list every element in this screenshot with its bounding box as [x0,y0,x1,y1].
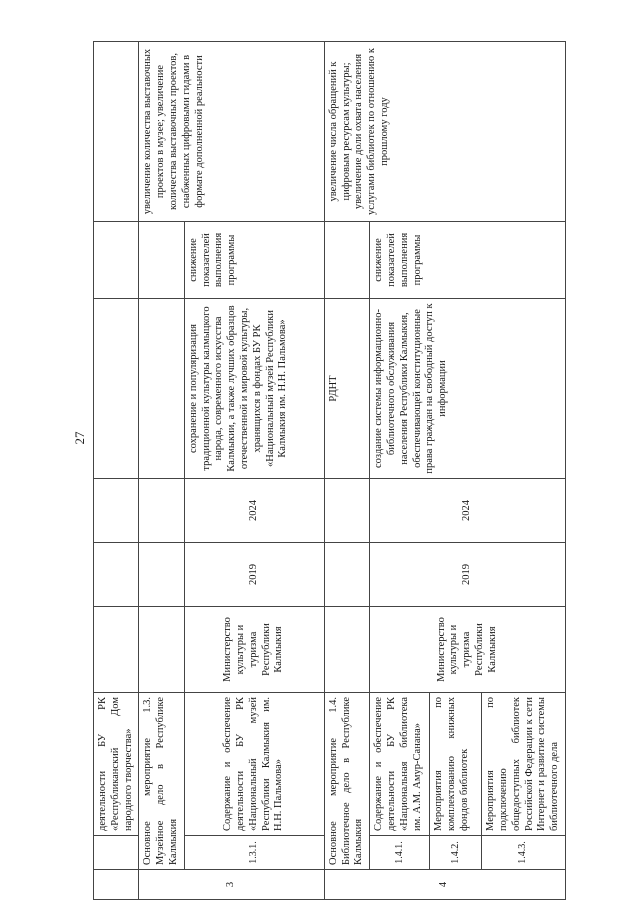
section-4-start: 2019 [370,543,566,607]
program-table [93,41,566,900]
header-continuation-text: деятельности БУ РК «Республиканский Дом народного творчества» [94,693,139,836]
section-4-number: 4 [324,870,565,900]
section-4-result: увеличение числа обращений к цифровым ресурсам культуры; увеличение доли охвата населения услугами библиотек по отношению к прошлому году [324,42,565,222]
section-3-main-row [139,42,184,900]
section-4-consequence: снижение показателей выполнения программы [370,222,566,299]
section-4-main-row [324,42,369,900]
program-table-frame [93,42,561,900]
program-table-rotated [93,42,561,900]
section-4-sub-1-name: Содержание и обеспечение деятельности БУ РК «Национальная библиотека им. А.М. Амур-Санана» [370,693,430,836]
section-3-result: увеличение количества выставочных проектов в музее; увеличение количества выставочных проектов, снабженных цифровыми гидами в формате дополненной реальности [139,42,324,222]
page-number: 27 [72,431,87,445]
section-4-title: Основное мероприятие 1.4. Библиотечное дело в Республике Калмыкия [324,693,369,870]
section-3-sub-1-consequence: снижение показателей выполнения программы [184,222,324,299]
section-3-number: 3 [139,870,324,900]
section-4-sub-2-code: 1.4.2. [430,836,482,870]
section-4-activity: РДНТ [324,299,369,479]
section-3-sub-1-name: Содержание и обеспечение деятельности БУ РК «Национальный музей Республики Калмыкия им. Н.Н. Пальмова» [184,693,324,836]
section-3-title: Основное мероприятие 1.3. Музейное дело в Республике Калмыкия [139,693,184,870]
section-4-executor: Министерство культуры и туризма Республики Калмыкия [370,607,566,693]
header-continuation-row [94,42,139,900]
section-4-sub-3-name: Мероприятия по подключению общедоступных библиотек Российской Федерации к сети Интернет и развитие системы библиотечного дела [482,693,566,836]
section-4-sub-2-name: Мероприятия по комплектованию книжных фондов библиотек [430,693,482,836]
section-4-sub-3-code: 1.4.3. [482,836,566,870]
section-4-end: 2024 [370,479,566,543]
section-4-sub-1-code: 1.4.1. [370,836,430,870]
section-3-sub-1-executor: Министерство культуры и туризма Республики Калмыкия [184,607,324,693]
section-3-sub-1-description: сохранение и популяризация традиционной культуры калмыцкого народа, современного искусства Калмыкии, а также лучших образцов отечественной и мировой культуры, хранящихся в фондах БУ РК «Национальный музей Республики Калмыкия им. Н.Н. Пальмова» [184,299,324,479]
section-3-sub-1-start: 2019 [184,543,324,607]
section-3-sub-1-code: 1.3.1. [184,836,324,870]
section-4-description: создание системы информационно-библиотечного обслуживания населения Республики Калмыкия, обеспечивающей конституционные права граждан на свободный доступ к информации [370,299,566,479]
section-3-sub-1-end: 2024 [184,479,324,543]
